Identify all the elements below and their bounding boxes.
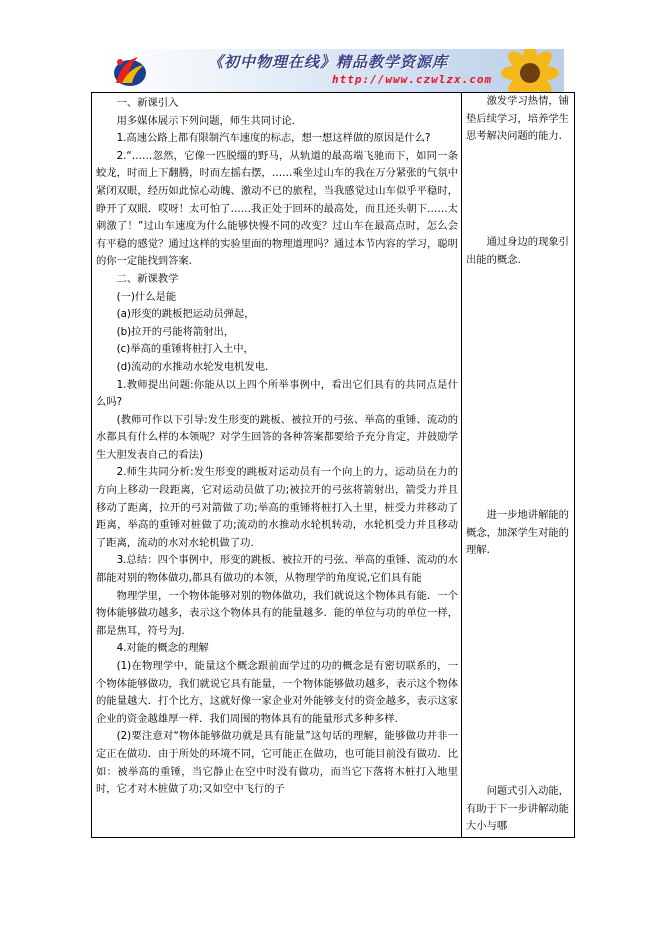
logo-icon — [108, 53, 148, 89]
subheading: (一)什么是能 — [116, 290, 177, 303]
section-heading-teaching: 二、新课教学 — [116, 272, 179, 285]
design-intent-cell — [462, 93, 575, 838]
note: 进一步地讲解能的概念，加深学生对能的理解. — [466, 509, 569, 557]
header-banner — [100, 49, 564, 92]
list-item: (a)形变的跳板把运动员弹起， — [116, 308, 255, 321]
paragraph: 1.教师提出问题:你能从以上四个所举事例中，看出它们具有的共同点是什么吗? — [96, 378, 458, 409]
note: 通过身边的现象引出能的概念. — [466, 236, 569, 266]
paragraph: 用多媒体展示下列问题，师生共同讨论. — [116, 114, 295, 127]
banner-title: 《初中物理在线》精品教学资源库 — [208, 53, 449, 71]
list-item: (b)拉开的弓能将箭射出， — [116, 325, 235, 338]
paragraph: 物理学里，一个物体能够对别的物体做功，我们就说这个物体具有能．一个物体能够做功越多，表示这个物体具有的能量越多．能的单位与功的单位一样，都是焦耳，符号为J. — [96, 589, 458, 637]
list-item: (c)举高的重锤将桩打入土中， — [116, 343, 254, 356]
sunflower-icon — [490, 49, 564, 92]
note: 问题式引入动能，有助于下一步讲解动能大小与哪 — [466, 785, 569, 833]
list-item: (d)流动的水推动水轮发电机发电. — [116, 360, 269, 373]
teaching-content-cell — [92, 93, 462, 838]
paragraph: (2)要注意对“物体能够做功就是具有能量”这句话的理解，能够做功并非一定正在做功．由于所处的环境不同，它可能正在做功，也可能目前没有做功．比如：被举高的重锤，当它静止在空中时没有做功，而当它下落将木桩打入地里时，它才对木桩做了功;又如空中飞行的子 — [96, 730, 458, 796]
lesson-plan-table — [91, 92, 575, 838]
banner-url[interactable]: http://www.czwlzx.com — [332, 73, 493, 86]
note: 激发学习热情，铺垫后续学习，培养学生思考解决问题的能力. — [466, 95, 569, 143]
section-heading-intro: 一、新课引入 — [116, 97, 179, 109]
paragraph: (教师可作以下引导:发生形变的跳板、被拉开的弓弦、举高的重锤、流动的水都具有什么样的本领呢？对学生回答的各种答案都要给予充分肯定，并鼓励学生大胆发表自己的看法) — [96, 413, 458, 461]
paragraph: 2.“……忽然，它像一匹脱缰的野马，从轨道的最高端飞驰而下，如同一条蛟龙，时而上下翻腾，时而左摇右摆，……乘坐过山车的我在万分紧张的气氛中紧闭双眼，经历如此惊心动魄、激动不已的旅程，当我感觉过山车似乎平稳时，睁开了双眼．哎呀！太可怕了……我正处于回环的最高处，而且还头朝下……太刺激了！”过山车速度为什么能够快慢不同的改变？过山车在最高点时，怎么会有平稳的感觉？通过这样的实验里面的物理道理吗？通过本节内容的学习，聪明的你一定能找到答案. — [96, 149, 458, 268]
paragraph: 4.对能的概念的理解 — [116, 642, 209, 655]
paragraph: 3.总结：四个事例中，形变的跳板、被拉开的弓弦、举高的重锤、流动的水都能对别的物体做功,都具有做功的本领，从物理学的角度说,它们具有能 — [96, 554, 458, 585]
paragraph: (1)在物理学中，能量这个概念跟前面学过的功的概念是有密切联系的，一个物体能够做功，我们就说它具有能量，一个物体能够做功越多，表示这个物体的能量越大．打个比方，这就好像一家企业对外能够支付的资金越多，表示这家企业的资金越雄厚一样．我们周围的物体具有的能量形式多种多样. — [96, 660, 458, 725]
paragraph: 1.高速公路上都有限制汽车速度的标志，想一想这样做的原因是什么? — [116, 132, 431, 145]
paragraph: 2.师生共同分析:发生形变的跳板对运动员有一个向上的力，运动员在力的方向上移动一段距离，它对运动员做了功;被拉开的弓弦将箭射出，箭受力并且移动了距离，拉开的弓对箭做了功;举高的重锤将桩打入土里，桩受力并移动了距离，举高的重锤对桩做了功;流动的水推动水轮机转动，水轮机受力并且移动了距离，流动的水对水轮机做了功. — [96, 466, 458, 549]
